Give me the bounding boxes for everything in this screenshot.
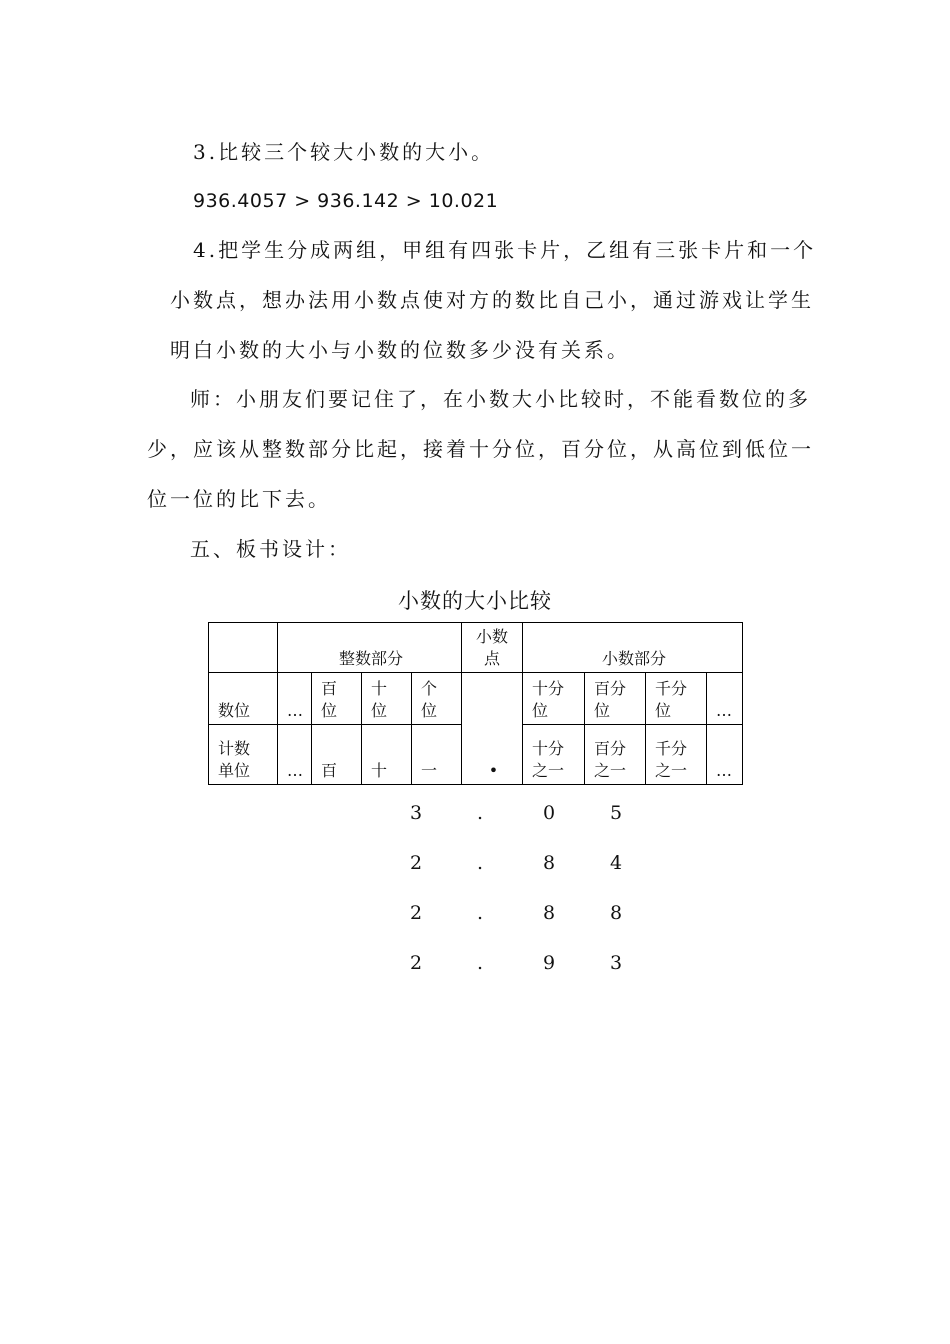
unit-cell-one: 一 bbox=[412, 725, 462, 785]
number-2-hundredths: 4 bbox=[609, 852, 623, 874]
place-cell-tens: 十 位 bbox=[362, 673, 412, 725]
number-4-point: . bbox=[476, 952, 484, 974]
number-2-point: . bbox=[476, 852, 484, 874]
place-cell-ellipsis-right: … bbox=[707, 673, 743, 725]
place-cell-thousandths: 千分 位 bbox=[646, 673, 707, 725]
unit-cell-hundred: 百 bbox=[312, 725, 362, 785]
comparison-expression: 936.4057 > 936.142 > 10.021 bbox=[193, 190, 499, 212]
paragraph-4-line-2: 小数点，想办法用小数点使对方的数比自己小，通过游戏让学生 bbox=[170, 288, 814, 312]
place-cell-ones: 个 位 bbox=[412, 673, 462, 725]
decimal-part-header: 小数部分 bbox=[523, 623, 743, 673]
teacher-line-3: 位一位的比下去。 bbox=[147, 487, 331, 511]
unit-cell-hundredth: 百分 之一 bbox=[585, 725, 646, 785]
number-3-ones: 2 bbox=[409, 902, 423, 924]
place-cell-ellipsis-left: … bbox=[278, 673, 312, 725]
number-3-point: . bbox=[476, 902, 484, 924]
number-4-tenths: 9 bbox=[542, 952, 556, 974]
unit-cell-thousandth: 千分 之一 bbox=[646, 725, 707, 785]
section-heading: 五、板书设计： bbox=[190, 537, 351, 561]
unit-cell-ellipsis-right: … bbox=[707, 725, 743, 785]
number-1-hundredths: 5 bbox=[609, 802, 623, 824]
place-cell-hundredths: 百分 位 bbox=[585, 673, 646, 725]
number-2-tenths: 8 bbox=[542, 852, 556, 874]
place-cell-tenths: 十分 位 bbox=[523, 673, 585, 725]
place-value-table bbox=[208, 622, 743, 785]
number-1-ones: 3 bbox=[409, 802, 423, 824]
paragraph-3: 3.比较三个较大小数的大小。 bbox=[193, 140, 495, 164]
number-4-ones: 2 bbox=[409, 952, 423, 974]
paragraph-4-line-3: 明白小数的大小与小数的位数多少没有关系。 bbox=[170, 338, 630, 362]
place-row bbox=[209, 673, 743, 725]
table-header-row bbox=[209, 623, 743, 673]
number-3-tenths: 8 bbox=[542, 902, 556, 924]
unit-cell-ellipsis-left: … bbox=[278, 725, 312, 785]
unit-cell-tenth: 十分 之一 bbox=[523, 725, 585, 785]
number-4-hundredths: 3 bbox=[609, 952, 623, 974]
unit-row-label: 计数 单位 bbox=[209, 725, 278, 785]
place-row-label: 数位 bbox=[209, 673, 278, 725]
number-1-point: . bbox=[476, 802, 484, 824]
decimal-point-cell: • bbox=[462, 673, 523, 785]
paragraph-4-line-1: 4.把学生分成两组，甲组有四张卡片，乙组有三张卡片和一个 bbox=[193, 238, 817, 262]
unit-cell-ten: 十 bbox=[362, 725, 412, 785]
teacher-line-2: 少，应该从整数部分比起，接着十分位，百分位，从高位到低位一 bbox=[147, 437, 814, 461]
integer-part-header: 整数部分 bbox=[278, 623, 462, 673]
decimal-point-header: 小数 点 bbox=[462, 623, 523, 673]
number-3-hundredths: 8 bbox=[609, 902, 623, 924]
teacher-line-1: 师：小朋友们要记住了，在小数大小比较时，不能看数位的多 bbox=[190, 387, 811, 411]
number-2-ones: 2 bbox=[409, 852, 423, 874]
place-cell-hundreds: 百 位 bbox=[312, 673, 362, 725]
number-1-tenths: 0 bbox=[542, 802, 556, 824]
header-empty-cell bbox=[209, 623, 278, 673]
table-caption: 小数的大小比较 bbox=[398, 589, 552, 613]
